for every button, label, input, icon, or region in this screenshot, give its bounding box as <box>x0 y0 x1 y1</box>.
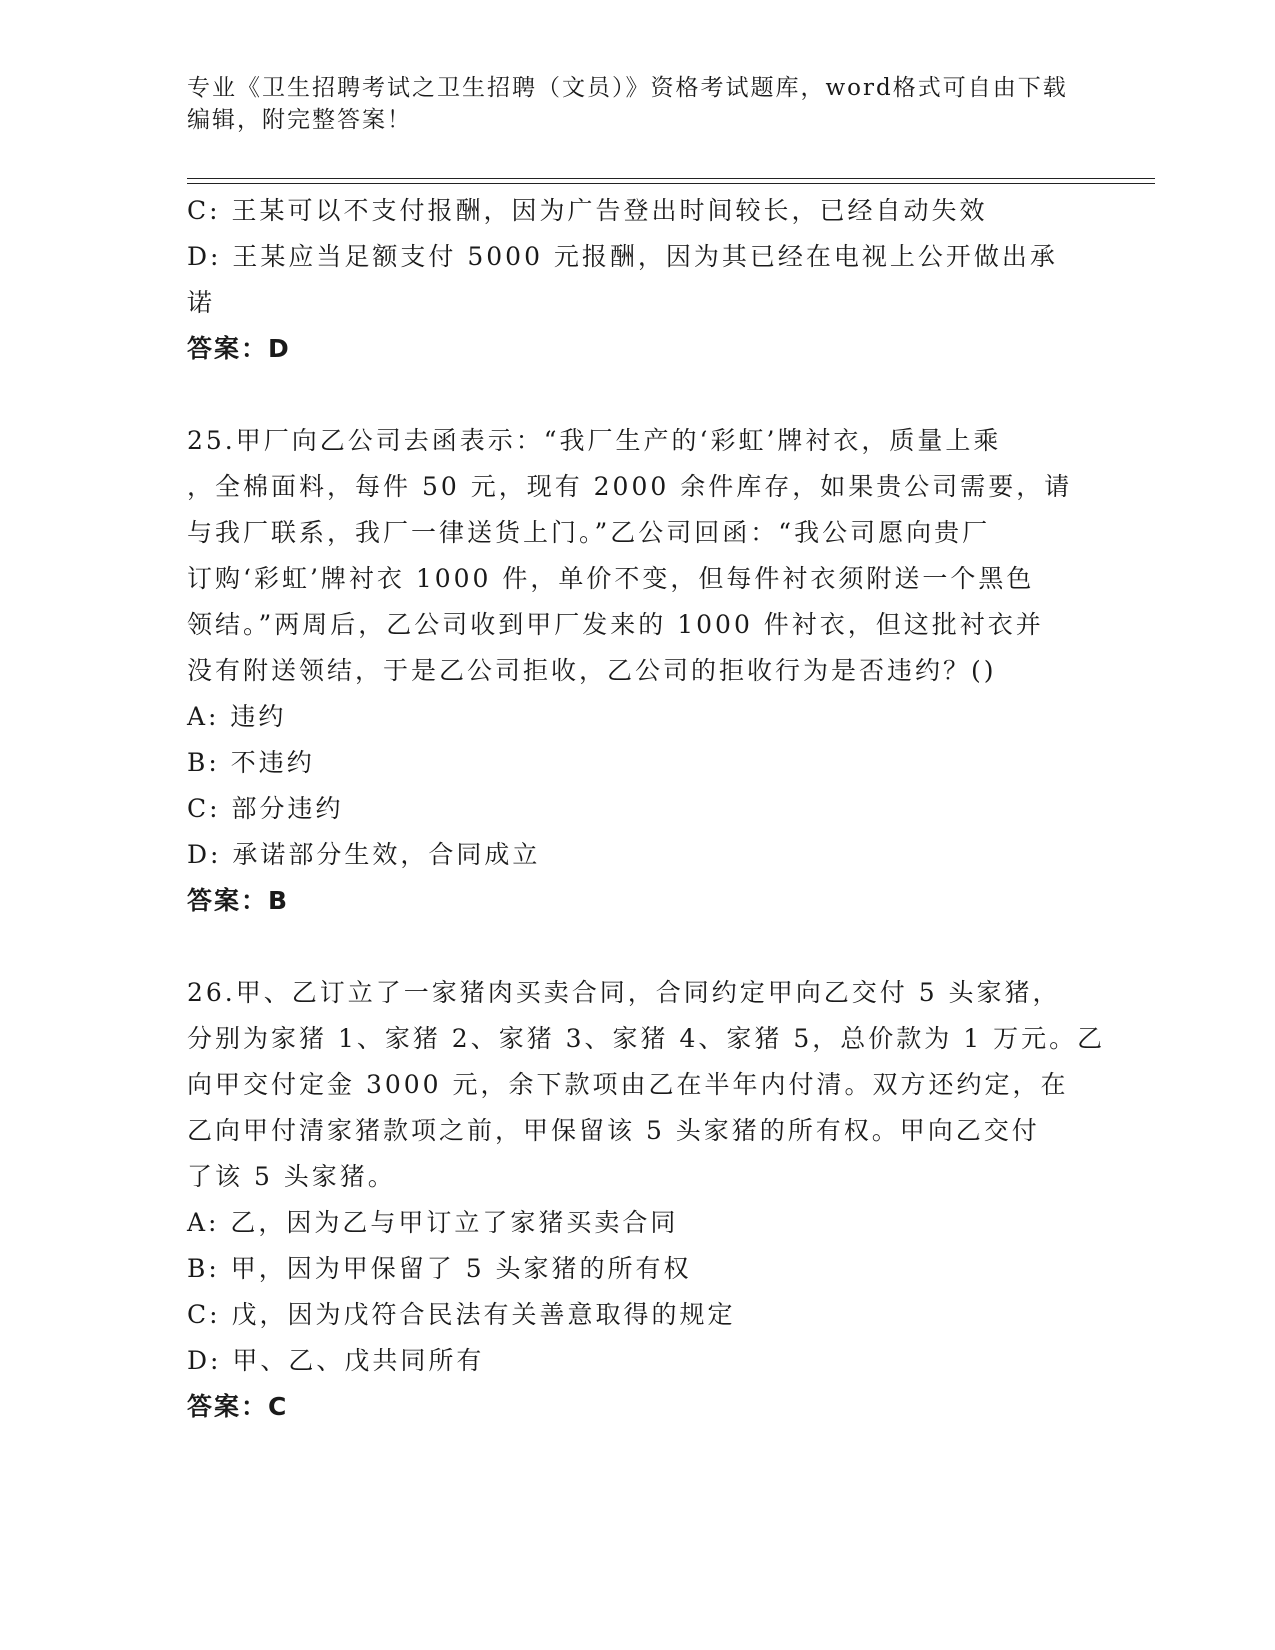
option-a: A: 违约 <box>187 702 287 731</box>
option-d: D: 王某应当足额支付 5000 元报酬，因为其已经在电视上公开做出承 <box>187 242 1058 271</box>
question-stem-line: 了该 5 头家猪。 <box>187 1162 396 1191</box>
option-c: C: 戊，因为戊符合民法有关善意取得的规定 <box>187 1300 736 1329</box>
question-stem-line: 26.甲、乙订立了一家猪肉买卖合同，合同约定甲向乙交付 5 头家猪， <box>187 978 1061 1007</box>
option-a: A: 乙，因为乙与甲订立了家猪买卖合同 <box>187 1208 679 1237</box>
question-24-tail <box>187 188 1087 372</box>
question-stem-line: ，全棉面料，每件 50 元，现有 2000 余件库存，如果贵公司需要，请 <box>187 472 1073 501</box>
option-b: B: 甲，因为甲保留了 5 头家猪的所有权 <box>187 1254 692 1283</box>
question-stem-line: 订购‘彩虹’牌衬衣 1000 件，单价不变，但每件衬衣须附送一个黑色 <box>187 564 1035 593</box>
document-header <box>187 72 1087 136</box>
spacer <box>187 924 1087 970</box>
question-stem-line: 分别为家猪 1、家猪 2、家猪 3、家猪 4、家猪 5，总价款为 1 万元。乙 <box>187 1024 1106 1053</box>
option-c: C: 部分违约 <box>187 794 344 823</box>
header-line-2: 编辑，附完整答案！ <box>187 107 412 133</box>
question-stem-line: 领结。”两周后，乙公司收到甲厂发来的 1000 件衬衣，但这批衬衣并 <box>187 610 1044 639</box>
option-d: D: 承诺部分生效，合同成立 <box>187 840 541 869</box>
option-d: D: 甲、乙、戊共同所有 <box>187 1346 485 1375</box>
option-b: B: 不违约 <box>187 748 315 777</box>
header-line-1: 专业《卫生招聘考试之卫生招聘（文员）》资格考试题库，word格式可自由下载 <box>187 75 1068 101</box>
question-26 <box>187 970 1106 1430</box>
header-divider-top <box>187 178 1155 179</box>
question-stem-line: 与我厂联系，我厂一律送货上门。”乙公司回函：“我公司愿向贵厂 <box>187 518 991 547</box>
spacer <box>187 372 1087 418</box>
answer-line: 答案：B <box>187 886 290 915</box>
question-25 <box>187 418 1087 924</box>
question-stem-line: 没有附送领结，于是乙公司拒收，乙公司的拒收行为是否违约？() <box>187 656 997 685</box>
document-body <box>187 188 1106 1430</box>
question-stem-line: 乙向甲付清家猪款项之前，甲保留该 5 头家猪的所有权。甲向乙交付 <box>187 1116 1040 1145</box>
question-stem-line: 向甲交付定金 3000 元，余下款项由乙在半年内付清。双方还约定，在 <box>187 1070 1069 1099</box>
option-c: C: 王某可以不支付报酬，因为广告登出时间较长，已经自动失效 <box>187 196 988 225</box>
header-divider-bottom <box>187 183 1155 184</box>
answer-line: 答案：D <box>187 334 291 363</box>
option-d-continued: 诺 <box>187 288 216 317</box>
question-stem-line: 25.甲厂向乙公司去函表示：“我厂生产的‘彩虹’牌衬衣，质量上乘 <box>187 426 1002 455</box>
answer-line: 答案：C <box>187 1392 289 1421</box>
